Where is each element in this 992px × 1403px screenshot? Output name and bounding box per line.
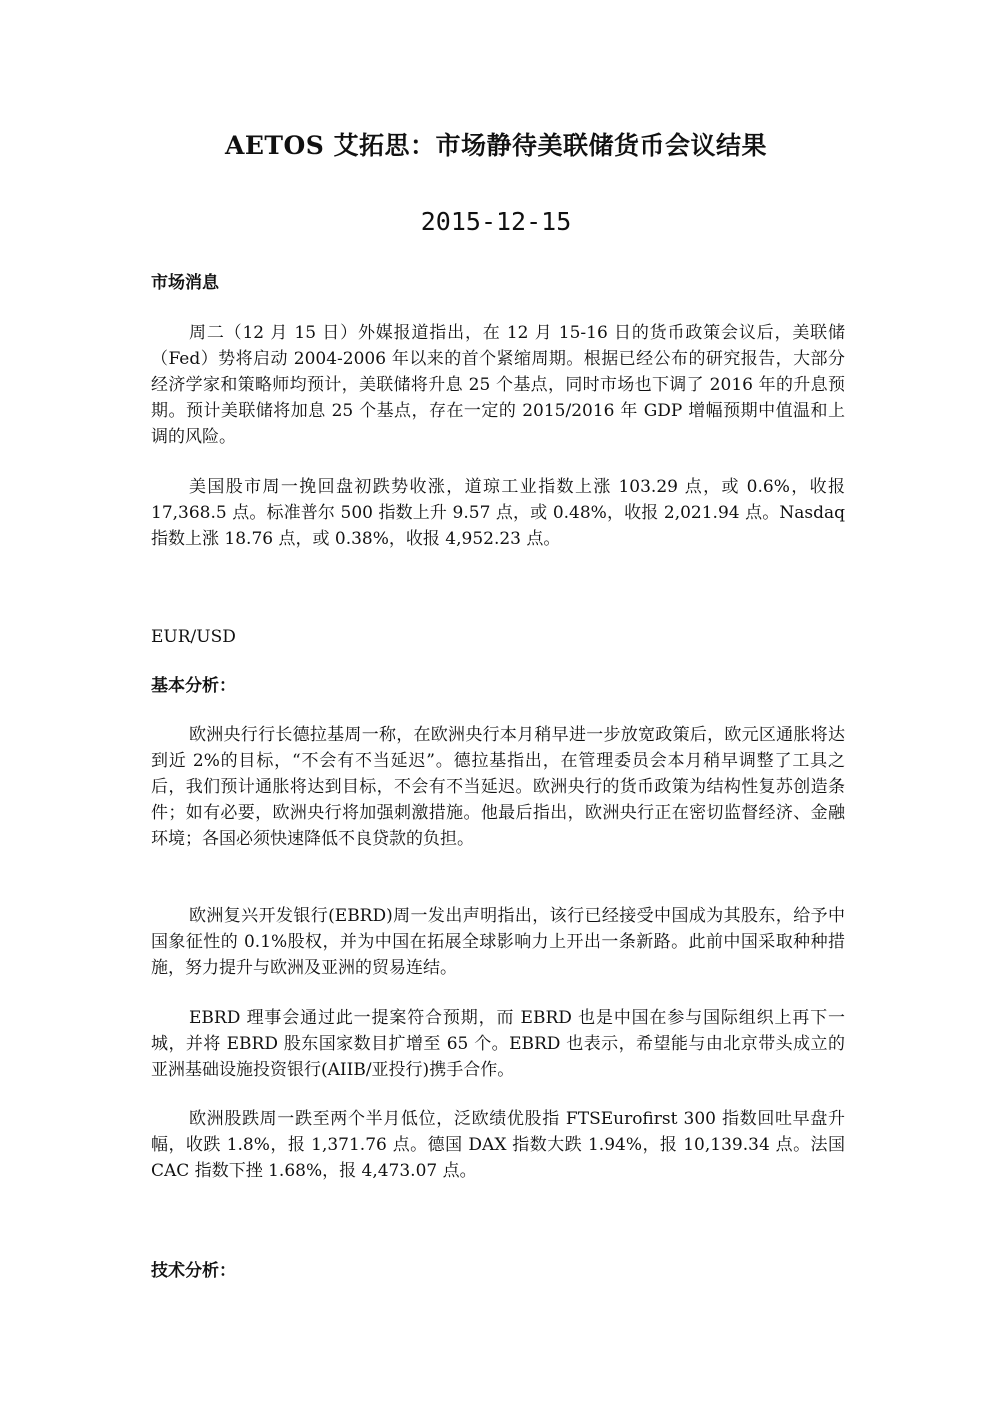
fundamental-analysis-heading: 基本分析： [151, 676, 236, 696]
fundamental-paragraph: 欧洲股跌周一跌至两个半月低位，泛欧绩优股指 FTSEurofirst 300 指数回吐早盘升幅，收跌 1.8%，报 1,371.76 点。德国 DAX 指数大跌 1.94%，报 10,139.34 点。法国 CAC 指数下挫 1.68%，报 4,473.07 点。 [151, 1109, 845, 1181]
currency-pair-label: EUR/USD [151, 627, 236, 647]
fundamental-paragraph: 欧洲央行行长德拉基周一称，在欧洲央行本月稍早进一步放宽政策后，欧元区通胀将达到近 2%的目标，“不会有不当延迟”。德拉基指出，在管理委员会本月稍早调整了工具之后，我们预计通胀将达到目标，不会有不当延迟。欧洲央行的货币政策为结构性复苏创造条件；如有必要，欧洲央行将加强刺激措施。他最后指出，欧洲央行正在密切监督经济、金融环境；各国必须快速降低不良贷款的负担。 [151, 725, 845, 849]
document-date: 2015-12-15 [420, 207, 572, 236]
fundamental-paragraph: 欧洲复兴开发银行(EBRD)周一发出声明指出，该行已经接受中国成为其股东，给予中国象征性的 0.1%股权，并为中国在拓展全球影响力上开出一条新路。此前中国采取种种措施，努力提升与欧洲及亚洲的贸易连结。 [151, 906, 845, 978]
market-news-paragraph: 周二（12 月 15 日）外媒报道指出，在 12 月 15-16 日的货币政策会议后，美联储（Fed）势将启动 2004-2006 年以来的首个紧缩周期。根据已经公布的研究报告，大部分经济学家和策略师均预计，美联储将升息 25 个基点，同时市场也下调了 2016 年的升息预期。预计美联储将加息 25 个基点，存在一定的 2015/2016 年 GDP 增幅预期中值温和上调的风险。 [151, 323, 845, 447]
document-title: AETOS 艾拓思：市场静待美联储货币会议结果 [224, 131, 768, 160]
technical-analysis-heading: 技术分析： [151, 1261, 236, 1281]
fundamental-paragraph: EBRD 理事会通过此一提案符合预期，而 EBRD 也是中国在参与国际组织上再下一城，并将 EBRD 股东国家数目扩增至 65 个。EBRD 也表示，希望能与由北京带头成立的亚洲基础设施投资银行(AIIB/亚投行)携手合作。 [151, 1008, 845, 1080]
market-news-heading: 市场消息 [151, 273, 219, 293]
market-news-paragraph: 美国股市周一挽回盘初跌势收涨，道琼工业指数上涨 103.29 点，或 0.6%，收报 17,368.5 点。标准普尔 500 指数上升 9.57 点，或 0.48%，收报 2,021.94 点。Nasdaq 指数上涨 18.76 点，或 0.38%，收报 4,952.23 点。 [151, 477, 845, 549]
